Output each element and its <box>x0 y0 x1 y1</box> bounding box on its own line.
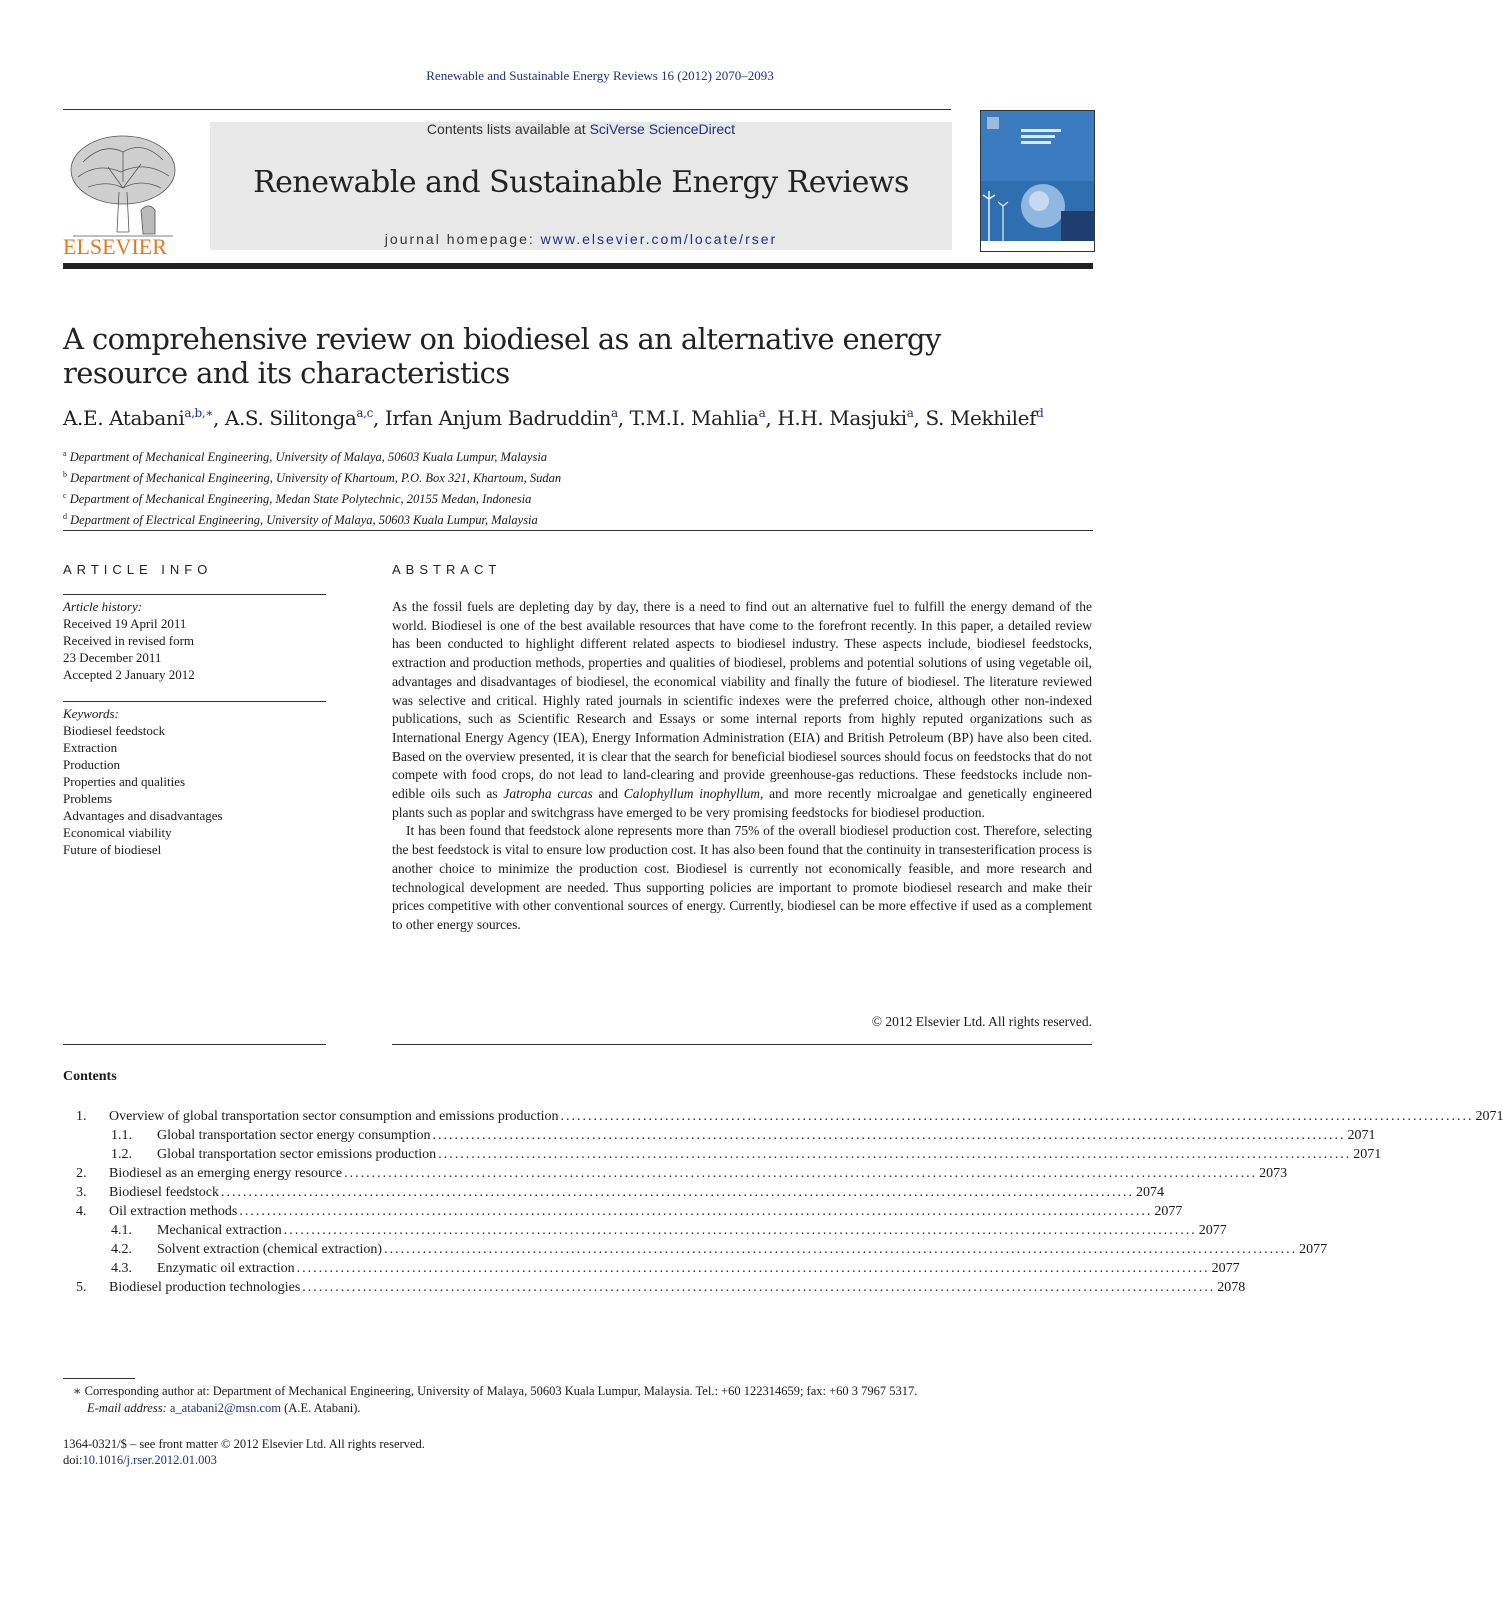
footnote-rule <box>63 1378 135 1379</box>
abstract-body <box>392 598 1092 935</box>
sciencedirect-link[interactable]: SciVerse ScienceDirect <box>589 121 736 137</box>
keywords-label: Keywords: <box>63 706 119 721</box>
author[interactable] <box>777 406 913 430</box>
history-label: Article history: <box>63 599 143 614</box>
article-info-bottom-rule <box>63 1044 326 1045</box>
toc-entry[interactable]: 1.2. Global transportation sector emissions production ...................................................................................................................................................................... 2071 <box>111 1147 1382 1162</box>
author-list: A.E. Atabani$^{a,b,∗}$, A.S. Silitonga$^{a,c}$, Irfan Anjum Badruddin$^a$, T.M.I. Mahlia$^a$, H.H. Masjuki$^a$, S. Mekhilef$^d$ <box>63 406 1044 430</box>
author-name: S. Mekhilef <box>925 406 1037 430</box>
article-title: A comprehensive review on biodiesel as an alternative energy resource and its characteristics <box>63 322 941 390</box>
author[interactable] <box>63 406 213 430</box>
footnote-star: ∗ <box>73 1384 82 1398</box>
toc-entry[interactable]: 4.3. Enzymatic oil extraction ...................................................................................................................................................................... 2077 <box>111 1261 1240 1276</box>
journal-cover-thumbnail[interactable] <box>980 110 1095 252</box>
toc-entry[interactable]: 4. Oil extraction methods ...................................................................................................................................................................... 2077 <box>76 1204 1183 1219</box>
history-line: Received in revised form <box>63 633 195 648</box>
abstract-bottom-rule <box>392 1044 1092 1045</box>
affiliations <box>63 445 963 530</box>
corresponding-author-footnote: ∗ Corresponding author at: Department of Mechanical Engineering, University of Malaya, 50603 Kuala Lumpur, Malaysia. Tel.: +60 122314659; fax: +60 3 7967 5317. E-mail address: a_atabani2@msn.com (A.E. Atabani). <box>73 1384 918 1415</box>
elsevier-wordmark[interactable]: ELSEVIER <box>63 234 167 259</box>
author-affil-sup: a <box>906 406 914 420</box>
article-info-rule <box>63 594 326 595</box>
author-affil-sup: a,c <box>356 406 373 420</box>
toc-entry[interactable]: 1. Overview of global transportation sector consumption and emissions production ...................................................................................................................................................................... 2071 <box>76 1109 1503 1124</box>
keyword: Production <box>63 757 121 772</box>
abstract-paragraph: It has been found that feedstock alone represents more than 75% of the overall biodiesel production cost. Therefore, selecting the best feedstock is vital to ensure low production cost. It has also been found that the continuity in transesterification process is another choice to minimize the production cost. Biodiesel is currently not economically feasible, and more research and technological development are needed. Thus supporting policies are important to promote biodiesel research and make their prices competitive with other conventional sources of energy. Currently, biodiesel can be more effective if used as a complement to other energy sources. <box>392 823 1092 932</box>
header-rule <box>63 109 951 110</box>
author[interactable] <box>225 406 373 430</box>
toc-entry[interactable]: 2. Biodiesel as an emerging energy resource ...................................................................................................................................................................... 2073 <box>76 1166 1288 1181</box>
author-affil-sup: a <box>758 406 766 420</box>
history-line: Accepted 2 January 2012 <box>63 667 195 682</box>
affiliation: $^c$ Department of Mechanical Engineering, Medan State Polytechnic, 20155 Medan, Indonesia <box>63 491 532 507</box>
keyword: Advantages and disadvantages <box>63 808 223 823</box>
article-history <box>63 598 326 683</box>
homepage-link[interactable]: www.elsevier.com/locate/rser <box>540 231 778 247</box>
author-name: H.H. Masjuki <box>777 406 907 430</box>
journal-citation[interactable]: Renewable and Sustainable Energy Reviews 16 (2012) 2070–2093 <box>426 68 774 83</box>
affiliation: $^d$ Department of Electrical Engineering, University of Malaya, 50603 Kuala Lumpur, Malaysia <box>63 512 538 528</box>
species-name: Calophyllum inophyllum <box>623 786 760 802</box>
author-affil-sup: a,b,∗ <box>184 406 213 420</box>
species-name: Jatropha curcas <box>503 786 593 802</box>
author[interactable] <box>925 406 1043 430</box>
doi-link[interactable]: 10.1016/j.rser.2012.01.003 <box>82 1453 217 1467</box>
author-affil-sup: d <box>1036 406 1044 420</box>
issn-doi: 1364-0321/$ – see front matter © 2012 Elsevier Ltd. All rights reserved. doi:10.1016/j.rser.2012.01.003 <box>63 1436 763 1468</box>
author-name: A.E. Atabani <box>63 406 185 430</box>
keyword: Properties and qualities <box>63 774 186 789</box>
keyword: Extraction <box>63 740 118 755</box>
author-name: A.S. Silitonga <box>224 406 357 430</box>
affiliation: $^a$ Department of Mechanical Engineering, University of Malaya, 50603 Kuala Lumpur, Malaysia <box>63 449 548 465</box>
abstract-paragraph: As the fossil fuels are depleting day by day, there is a need to find out an alternative fuel to fulfill the energy demand of the world. Biodiesel is one of the best available resources that have come to the forefront recently. In this paper, a detailed review has been conducted to highlight different related aspects to biodiesel industry. These aspects include, biodiesel feedstocks, extraction and production methods, properties and qualities of biodiesel, problems and potential solutions of using vegetable oil, advantages and disadvantages of biodiesel, the economical viability and finally the future of biodiesel. The literature reviewed was selective and critical. Highly rated journals in scientific indexes were the preferred choice, although other non-indexed publications, such as Scientific Research and Essays or some internal reports from highly reputed organizations such as International Energy Agency (IEA), Energy Information Administration (EIA) and British Petroleum (BP) have also been cited. Based on the overview presented, it is clear that the search for beneficial biodiesel sources should focus on feedstocks that do not compete with food crops, do not lead to land-clearing and provide greenhouse-gas reductions. These feedstocks include non-edible oils such as Jatropha curcas and Calophyllum inophyllum, and more recently microalgae and genetically engineered plants such as poplar and switchgrass have emerged to be very promising feedstocks for biodiesel production. <box>392 599 1092 820</box>
keyword: Future of biodiesel <box>63 842 162 857</box>
toc-entry[interactable]: 4.2. Solvent extraction (chemical extraction) ...................................................................................................................................................................... 2077 <box>111 1242 1328 1257</box>
keyword: Biodiesel feedstock <box>63 723 166 738</box>
contents-availability <box>210 121 952 137</box>
homepage-prefix: journal homepage: <box>384 231 541 247</box>
abstract-heading: ABSTRACT <box>392 562 502 577</box>
contents-prefix: Contents lists available at <box>426 121 590 137</box>
header-thick-rule <box>63 263 1093 269</box>
toc-entry[interactable]: 5. Biodiesel production technologies ...................................................................................................................................................................... 2078 <box>76 1280 1246 1295</box>
email-link[interactable]: a_atabani2@msn.com <box>169 1401 282 1415</box>
keywords-rule <box>63 701 326 702</box>
author[interactable] <box>630 406 766 430</box>
author-affil-sup: a <box>610 406 618 420</box>
journal-title: Renewable and Sustainable Energy Reviews <box>253 165 909 200</box>
affiliation: $^b$ Department of Mechanical Engineering, University of Khartoum, P.O. Box 321, Khartoum, Sudan <box>63 470 562 486</box>
author[interactable] <box>385 406 618 430</box>
article-info-heading: ARTICLE INFO <box>63 562 213 577</box>
issn-line: 1364-0321/$ – see front matter © 2012 Elsevier Ltd. All rights reserved. <box>63 1437 425 1451</box>
toc-entry[interactable]: 4.1. Mechanical extraction ...................................................................................................................................................................... 2077 <box>111 1223 1227 1238</box>
keyword: Problems <box>63 791 113 806</box>
author-name: T.M.I. Mahlia <box>629 406 759 430</box>
keywords <box>63 705 326 858</box>
toc-entry[interactable]: 1.1. Global transportation sector energy consumption ...................................................................................................................................................................... 2071 <box>111 1128 1376 1143</box>
contents-heading: Contents <box>63 1069 117 1084</box>
journal-homepage <box>210 231 952 247</box>
section-rule <box>63 530 1093 531</box>
toc-entry[interactable]: 3. Biodiesel feedstock ...................................................................................................................................................................... 2074 <box>76 1185 1165 1200</box>
history-line: 23 December 2011 <box>63 650 162 665</box>
keyword: Economical viability <box>63 825 172 840</box>
author-name: Irfan Anjum Badruddin <box>384 406 611 430</box>
history-line: Received 19 April 2011 <box>63 616 187 631</box>
abstract-copyright: © 2012 Elsevier Ltd. All rights reserved. <box>871 1014 1092 1029</box>
email-label: E-mail address: <box>87 1401 167 1415</box>
table-of-contents <box>63 1107 1503 1297</box>
corresponding-text: Corresponding author at: Department of Mechanical Engineering, University of Malaya, 50603 Kuala Lumpur, Malaysia. Tel.: +60 122314659; fax: +60 3 7967 5317. <box>84 1384 918 1398</box>
